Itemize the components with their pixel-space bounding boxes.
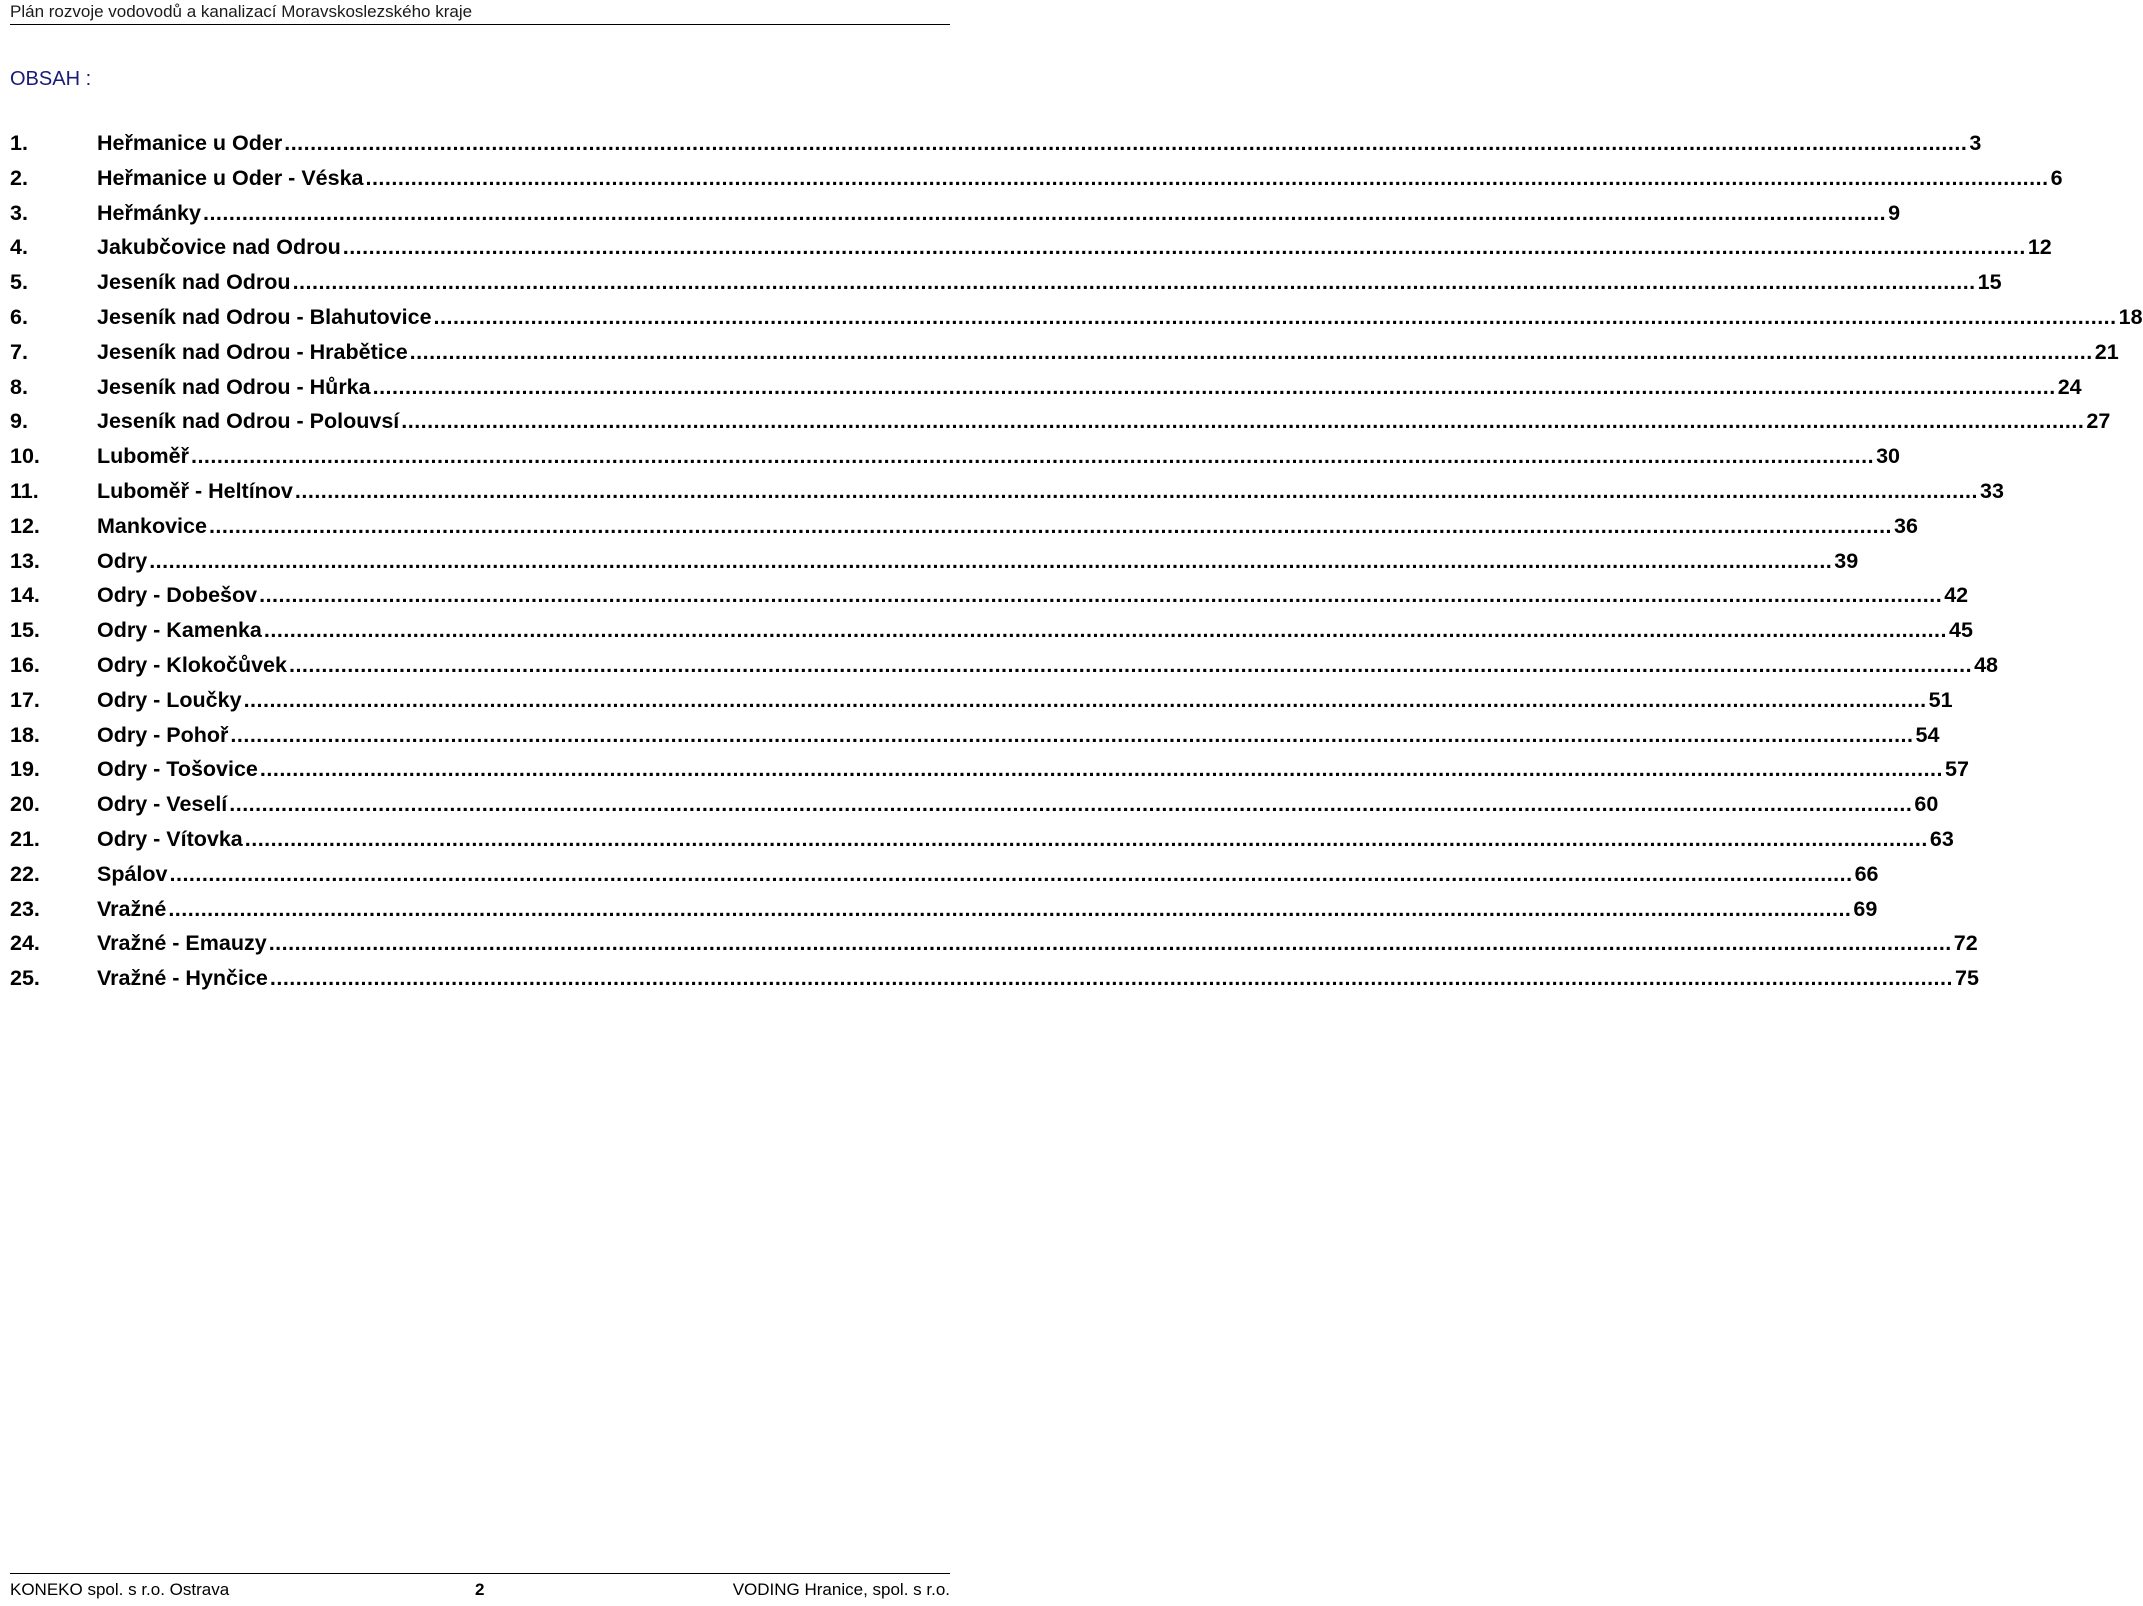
page-footer: [10, 1573, 950, 1606]
toc-entry-label: Vražné - Emauzy: [97, 931, 267, 956]
toc-entry-label: Jakubčovice nad Odrou: [97, 235, 341, 260]
toc-dot-leader: ....................................................................................................................................................................................................................................................................: [259, 583, 1943, 608]
toc-entry-page: 54: [1915, 722, 1940, 747]
toc-entry-label: Odry - Klokočůvek: [97, 652, 287, 677]
toc-entry[interactable]: [10, 966, 1979, 1001]
toc-entry-label: Odry - Kamenka: [97, 618, 262, 643]
toc-entry-number: 1.: [10, 131, 28, 155]
toc-dot-leader: ....................................................................................................................................................................................................................................................................: [372, 374, 2056, 399]
toc-entry-label: Odry - Veselí: [97, 792, 228, 817]
toc-entry-number: 7.: [10, 339, 28, 364]
toc-entry-page: 30: [1876, 444, 1900, 469]
toc-entry[interactable]: [10, 339, 2119, 375]
toc-entry-label: Odry - Loučky: [97, 687, 242, 712]
toc-entry[interactable]: [10, 826, 1954, 862]
toc-entry-page: 72: [1953, 931, 1978, 956]
toc-entry[interactable]: [10, 304, 2143, 340]
toc-entry-label: Spálov: [97, 861, 168, 886]
toc-entry[interactable]: [10, 270, 2002, 305]
toc-entry[interactable]: [10, 548, 1859, 584]
toc-entry-label: Mankovice: [97, 513, 207, 538]
toc-entry-page: 36: [1894, 513, 1918, 538]
toc-entry[interactable]: [10, 931, 1978, 966]
toc-entry-page: 51: [1928, 687, 1953, 712]
toc-entry-number: 3.: [10, 200, 28, 225]
toc-entry-label: Jeseník nad Odrou - Blahutovice: [97, 304, 432, 329]
toc-entry-label: Jeseník nad Odrou - Polouvsí: [97, 409, 400, 434]
toc-entry-page: 6: [2050, 165, 2063, 190]
toc-entry-number: 24.: [10, 931, 40, 956]
toc-entry-number: 11.: [10, 478, 39, 503]
toc-dot-leader: ....................................................................................................................................................................................................................................................................: [268, 931, 1952, 956]
table-of-contents: [10, 131, 2143, 1001]
toc-entry-number: 21.: [10, 826, 40, 851]
footer-page-number: 2: [475, 1580, 485, 1599]
toc-dot-leader: ....................................................................................................................................................................................................................................................................: [401, 409, 2085, 434]
toc-entry-number: 20.: [10, 792, 40, 817]
toc-entry-page: 57: [1945, 757, 1969, 782]
toc-entry-number: 5.: [10, 270, 28, 295]
toc-dot-leader: ....................................................................................................................................................................................................................................................................: [202, 200, 1887, 225]
toc-dot-leader: ....................................................................................................................................................................................................................................................................: [288, 652, 1973, 677]
toc-entry[interactable]: [10, 200, 1901, 236]
toc-entry-page: 42: [1944, 583, 1969, 608]
toc-dot-leader: ....................................................................................................................................................................................................................................................................: [208, 513, 1893, 538]
toc-entry-number: 16.: [10, 652, 40, 677]
toc-dot-leader: ....................................................................................................................................................................................................................................................................: [342, 235, 2026, 260]
toc-entry-number: 19.: [10, 757, 40, 782]
toc-entry-label: Heřmanice u Oder - Véska: [97, 165, 364, 190]
toc-entry-page: 12: [2027, 235, 2052, 260]
toc-entry-page: 9: [1888, 200, 1901, 225]
toc-entry[interactable]: [10, 409, 2111, 444]
toc-dot-leader: ....................................................................................................................................................................................................................................................................: [433, 304, 2117, 329]
toc-entry-page: 24: [2057, 374, 2082, 399]
toc-entry-number: 15.: [10, 618, 40, 643]
toc-entry[interactable]: [10, 513, 1918, 549]
toc-entry-page: 27: [2086, 409, 2111, 434]
toc-entry-label: Jeseník nad Odrou - Hrabětice: [97, 339, 408, 364]
toc-entry-page: 45: [1949, 618, 1973, 643]
toc-entry-label: Jeseník nad Odrou - Hůrka: [97, 374, 371, 399]
toc-dot-leader: ....................................................................................................................................................................................................................................................................: [169, 861, 1853, 886]
toc-entry-label: Odry - Tošovice: [97, 757, 258, 782]
toc-entry[interactable]: [10, 478, 2004, 514]
toc-entry-page: 69: [1853, 896, 1878, 921]
toc-entry[interactable]: [10, 618, 1973, 653]
toc-dot-leader: ....................................................................................................................................................................................................................................................................: [229, 792, 1913, 817]
toc-entry[interactable]: [10, 374, 2082, 410]
toc-entry-label: Luboměř: [97, 444, 189, 469]
toc-dot-leader: ....................................................................................................................................................................................................................................................................: [190, 444, 1875, 469]
toc-entry[interactable]: [10, 792, 1939, 827]
toc-dot-leader: ....................................................................................................................................................................................................................................................................: [284, 131, 1968, 155]
toc-entry-number: 8.: [10, 374, 28, 399]
toc-dot-leader: ....................................................................................................................................................................................................................................................................: [243, 687, 1927, 712]
toc-entry-number: 14.: [10, 583, 40, 608]
toc-entry-label: Heřmánky: [97, 200, 201, 225]
toc-entry-number: 4.: [10, 235, 28, 260]
toc-entry-label: Jeseník nad Odrou: [97, 270, 291, 295]
toc-entry[interactable]: [10, 861, 1879, 897]
toc-entry[interactable]: [10, 896, 1878, 932]
toc-entry-number: 9.: [10, 409, 28, 434]
toc-entry[interactable]: [10, 444, 1900, 479]
footer-left-company: KONEKO spol. s r.o. Ostrava: [10, 1580, 230, 1599]
toc-entry-number: 18.: [10, 722, 40, 747]
toc-dot-leader: ....................................................................................................................................................................................................................................................................: [149, 548, 1833, 573]
toc-entry[interactable]: [10, 757, 1969, 792]
toc-dot-leader: ....................................................................................................................................................................................................................................................................: [269, 966, 1953, 991]
toc-entry-number: 13.: [10, 548, 40, 573]
toc-entry-page: 15: [1977, 270, 2002, 295]
toc-entry-label: Odry - Pohoř: [97, 722, 229, 747]
toc-entry-page: 48: [1974, 652, 1998, 677]
toc-entry-number: 22.: [10, 861, 40, 886]
toc-dot-leader: ....................................................................................................................................................................................................................................................................: [409, 339, 2093, 364]
toc-entry-number: 10.: [10, 444, 40, 469]
toc-entry-label: Luboměř - Heltínov: [97, 478, 293, 503]
toc-entry-number: 23.: [10, 896, 40, 921]
toc-dot-leader: ....................................................................................................................................................................................................................................................................: [168, 896, 1852, 921]
toc-entry[interactable]: [10, 131, 1982, 166]
toc-dot-leader: ....................................................................................................................................................................................................................................................................: [263, 618, 1947, 643]
toc-dot-leader: ....................................................................................................................................................................................................................................................................: [365, 165, 2049, 190]
toc-entry-label: Vražné - Hynčice: [97, 966, 268, 991]
toc-entry-number: 6.: [10, 304, 28, 329]
toc-dot-leader: ....................................................................................................................................................................................................................................................................: [230, 722, 1914, 747]
toc-entry-number: 12.: [10, 513, 40, 538]
toc-entry-number: 17.: [10, 687, 40, 712]
toc-entry[interactable]: [10, 652, 1998, 688]
toc-entry-page: 66: [1854, 861, 1879, 886]
toc-entry-label: Odry: [97, 548, 148, 573]
toc-title: OBSAH :: [10, 68, 92, 90]
toc-entry-page: 75: [1954, 966, 1979, 991]
toc-dot-leader: ....................................................................................................................................................................................................................................................................: [292, 270, 1976, 295]
toc-dot-leader: ....................................................................................................................................................................................................................................................................: [244, 826, 1928, 851]
toc-entry-page: 18: [2118, 304, 2143, 329]
toc-entry[interactable]: [10, 583, 1969, 618]
toc-entry-label: Vražné: [97, 896, 167, 921]
toc-entry-page: 63: [1929, 826, 1954, 851]
toc-entry-number: 25.: [10, 966, 40, 991]
toc-entry[interactable]: [10, 722, 1940, 758]
toc-entry-label: Odry - Dobešov: [97, 583, 258, 608]
toc-entry[interactable]: [10, 235, 2052, 270]
toc-entry-label: Heřmanice u Oder: [97, 131, 283, 155]
toc-entry-label: Odry - Vítovka: [97, 826, 243, 851]
toc-dot-leader: ....................................................................................................................................................................................................................................................................: [259, 757, 1943, 782]
toc-entry-page: 21: [2094, 339, 2119, 364]
toc-entry[interactable]: [10, 687, 1953, 723]
toc-entry[interactable]: [10, 165, 2063, 201]
toc-entry-page: 3: [1969, 131, 1982, 155]
toc-entry-page: 39: [1834, 548, 1859, 573]
toc-entry-page: 60: [1914, 792, 1939, 817]
toc-dot-leader: ....................................................................................................................................................................................................................................................................: [294, 478, 1978, 503]
toc-entry-number: 2.: [10, 165, 28, 190]
page-header: [10, 0, 950, 25]
toc-entry-page: 33: [1980, 478, 2004, 503]
header-title: Plán rozvoje vodovodů a kanalizací Moravskoslezského kraje: [10, 2, 473, 21]
footer-right-company: VODING Hranice, spol. s r.o.: [732, 1580, 950, 1599]
